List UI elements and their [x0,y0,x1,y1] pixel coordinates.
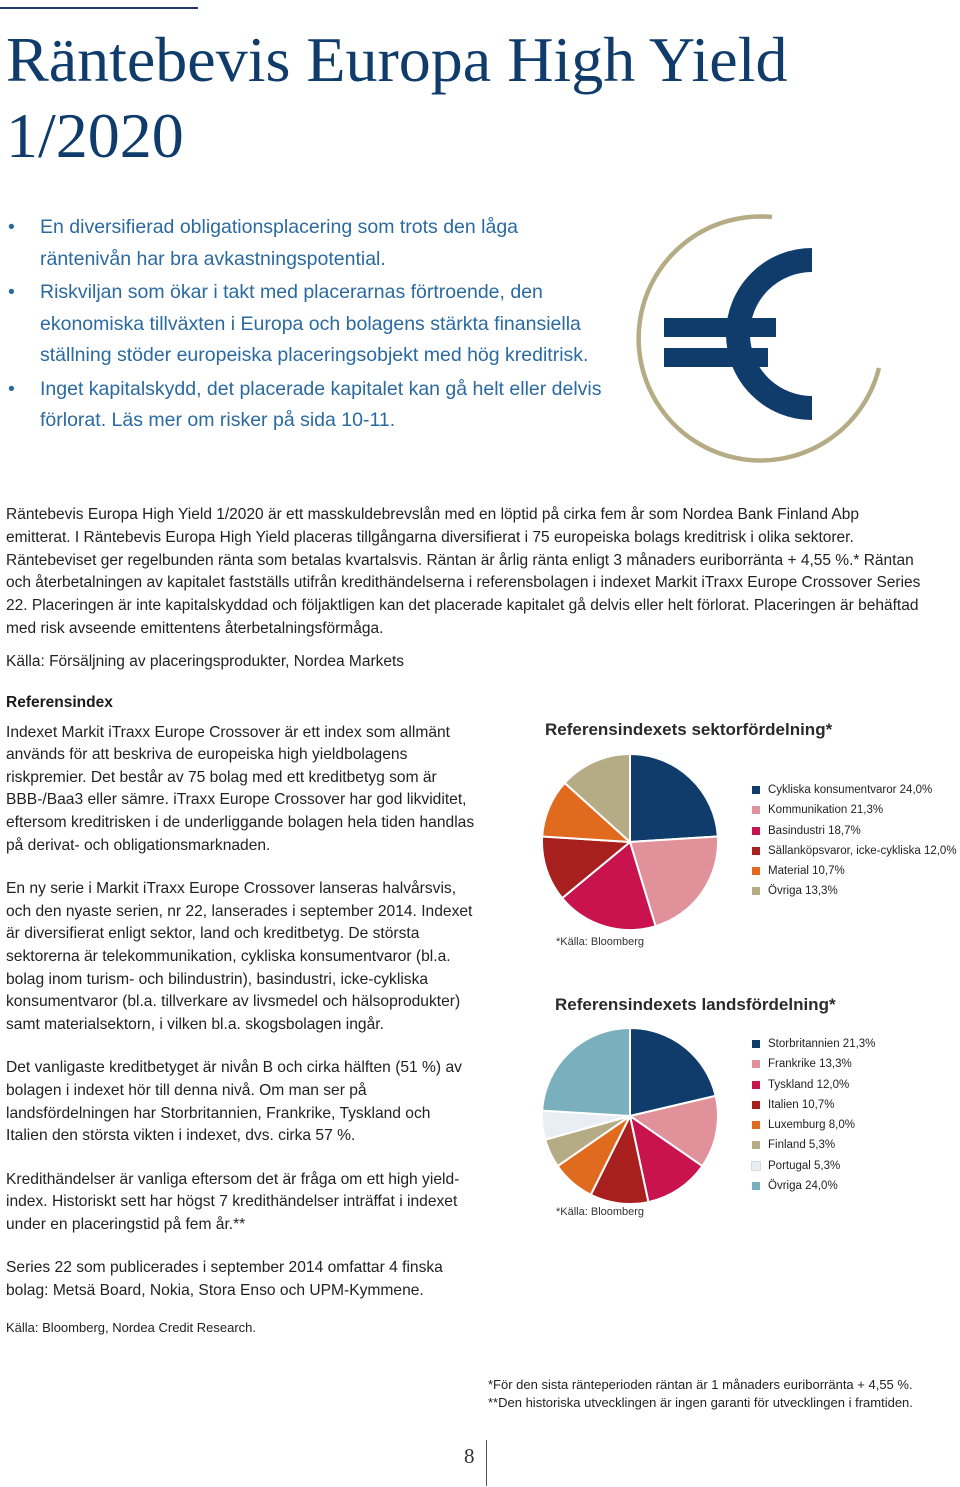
legend-item [752,1156,875,1176]
legend-swatch [752,1162,760,1170]
legend-item [752,881,957,901]
footnotes [488,1376,913,1412]
sector-chart-title: Referensindexets sektorfördelning* [545,720,833,739]
legend-item [752,800,957,820]
legend-label: Storbritannien 21,3% [768,1038,876,1050]
paragraph: Indexet Markit iTraxx Europe Crossover är ett index som allmänt används för att beskriva de europeiska high yieldbolagens riskpremier. Det består av 75 bolag med ett kreditbetyg som är BBB-/Baa3 eller sämre. iTraxx Europe Crossover har god likviditet, eftersom kreditrisken i de underliggande bolagen hela tiden handlas på derivat- och obligationsmarknaden. [6,723,475,854]
legend-label: Sällanköpsvaror, icke-cykliska 12,0% [768,844,957,857]
legend-swatch [752,867,760,875]
bullet-item [8,212,608,275]
legend-item [752,1054,875,1074]
legend-item [752,1176,875,1196]
section-source: Källa: Bloomberg, Nordea Credit Research. [6,1319,257,1335]
legend-item [752,821,957,841]
euro-bar-bottom [664,348,768,367]
page-number: 8 [464,1444,475,1468]
sector-chart-source: *Källa: Bloomberg [556,936,645,948]
pie-slice [630,754,718,842]
legend-swatch [752,1182,760,1190]
legend-label: Material 10,7% [768,865,845,878]
legend-swatch [752,847,760,855]
legend-item [752,1034,875,1054]
legend-item [752,861,957,881]
footnote: **Den historiska utvecklingen är ingen garanti för utvecklingen i framtiden. [488,1395,913,1410]
reference-index-section [6,692,476,1360]
legend-swatch [752,887,760,895]
page-title: Räntebevis Europa High Yield 1/2020 [6,24,788,171]
paragraph: Kredithändelser är vanliga eftersom det är fråga om ett high yield-index. Historiskt sett har högst 7 kredithändelser inträffat i indexet under en placeringstid på fem år.** [6,1170,460,1233]
legend-item [752,1135,875,1155]
legend-swatch [752,1141,760,1149]
euro-icon [622,208,884,470]
euro-coin-graphic [622,208,884,470]
legend-label: Basindustri 18,7% [768,824,861,837]
legend-label: Övriga 24,0% [768,1180,838,1193]
legend-swatch [752,1101,760,1109]
intro-source: Källa: Försäljning av placeringsprodukter, Nordea Markets [6,653,405,670]
pie-slice [542,1028,630,1116]
legend-swatch [752,1060,760,1068]
country-chart-legend [752,1034,875,1196]
legend-label: Tyskland 12,0% [768,1078,850,1091]
highlight-bullets [8,212,608,439]
legend-item [752,780,957,800]
legend-item [752,841,957,861]
sector-pie-chart [540,752,720,932]
euro-bar-top [664,318,776,337]
legend-item [752,1115,875,1135]
paragraph: Det vanligaste kreditbetyget är nivån B och cirka hälften (51 %) av bolagen i indexet hör till denna nivå. Om man ser på landsfördelningen har Storbritannien, Frankrike, Tyskland och Italien den största vikten i indexet, dvs. cirka 57 %. [6,1059,462,1145]
legend-item [752,1095,875,1115]
legend-label: Finland 5,3% [768,1139,836,1152]
paragraph: En ny serie i Markit iTraxx Europe Crossover lanseras halvårsvis, och den nyaste serien, nr 22, lanserades i september 2014. Indexet är diversifierat enligt sektor, land och kreditbetyg. De största sektorerna är telekommunikation, cykliska konsumentvaror (bl.a. bolag inom turism- och bilindustrin), basindustri, icke-cykliska konsumentvaror (bl.a. tillverkare av livsmedel och hälsoprodukter) samt materialsektorn, i vilken bl.a. skogsbolagen ingår. [6,880,473,1033]
legend-label: Luxemburg 8,0% [768,1119,855,1132]
legend-label: Portugal 5,3% [768,1159,841,1172]
legend-item [752,1075,875,1095]
country-pie-chart [540,1026,720,1206]
footnote: *För den sista ränteperioden räntan är 1 månaders euriborränta + 4,55 %. [488,1377,913,1392]
bullet-item [8,277,608,372]
bullet-marker: • [8,377,15,400]
legend-swatch [752,1121,760,1129]
legend-swatch [752,806,760,814]
legend-swatch [752,827,760,835]
section-heading: Referensindex [6,694,113,711]
legend-swatch [752,786,760,794]
legend-label: Övriga 13,3% [768,885,838,898]
bullet-text: Riskviljan som ökar i takt med placerarnas förtroende, den ekonomiska tillväxten i Europa och bolagens stärkta finansiella ställning stöder europeiska placeringsobjekt med hög kreditrisk. [40,281,589,366]
legend-swatch [752,1081,760,1089]
paragraph: Series 22 som publicerades i september 2014 omfattar 4 finska bolag: Metsä Board, Nokia, Stora Enso och UPM-Kymmene. [6,1259,443,1300]
euro-ring [639,216,879,460]
legend-label: Kommunikation 21,3% [768,804,884,817]
bullet-text: Inget kapitalskydd, det placerade kapitalet kan gå helt eller delvis förlorat. Läs mer om risker på sida 10-11. [40,377,602,431]
country-chart-source: *Källa: Bloomberg [556,1206,645,1218]
legend-swatch [752,1040,760,1048]
bullet-marker: • [8,281,15,303]
page-number-divider [486,1440,487,1486]
bullet-item [8,374,608,437]
sector-chart-legend [752,780,957,902]
top-rule [0,7,198,9]
legend-label: Cykliska konsumentvaror 24,0% [768,784,933,796]
bullet-text: En diversifierad obligationsplacering som trots den låga räntenivån har bra avkastningspotential. [40,216,519,270]
intro-paragraph: Räntebevis Europa High Yield 1/2020 är ett masskuldebrevslån med en löptid på cirka fem år som Nordea Bank Finland Abp emitterat. I Räntebevis Europa High Yield placeras tillgångarna diversifierat i 75 europeiska bolags kreditrisk i olika sektorer. Räntebeviset ger regelbunden ränta som betalas kvartalsvis. Räntan är årlig ränta enligt 3 månaders euriborränta + 4,55 %.* Räntan och återbetalningen av kapitalet fastställs utifrån kredithändelserna i referensbolagen i indexet Markit iTraxx Europe Crossover Series 22. Placeringen är inte kapitalskyddad och följaktligen kan det placerade kapitalet gå delvis eller helt förlorat. Placeringen är behäftad med risk avseende emittentens återbetalningsförmåga. [6,506,921,637]
legend-label: Italien 10,7% [768,1098,835,1111]
country-chart-title: Referensindexets landsfördelning* [555,995,836,1014]
legend-label: Frankrike 13,3% [768,1058,852,1071]
bullet-marker: • [8,216,15,238]
